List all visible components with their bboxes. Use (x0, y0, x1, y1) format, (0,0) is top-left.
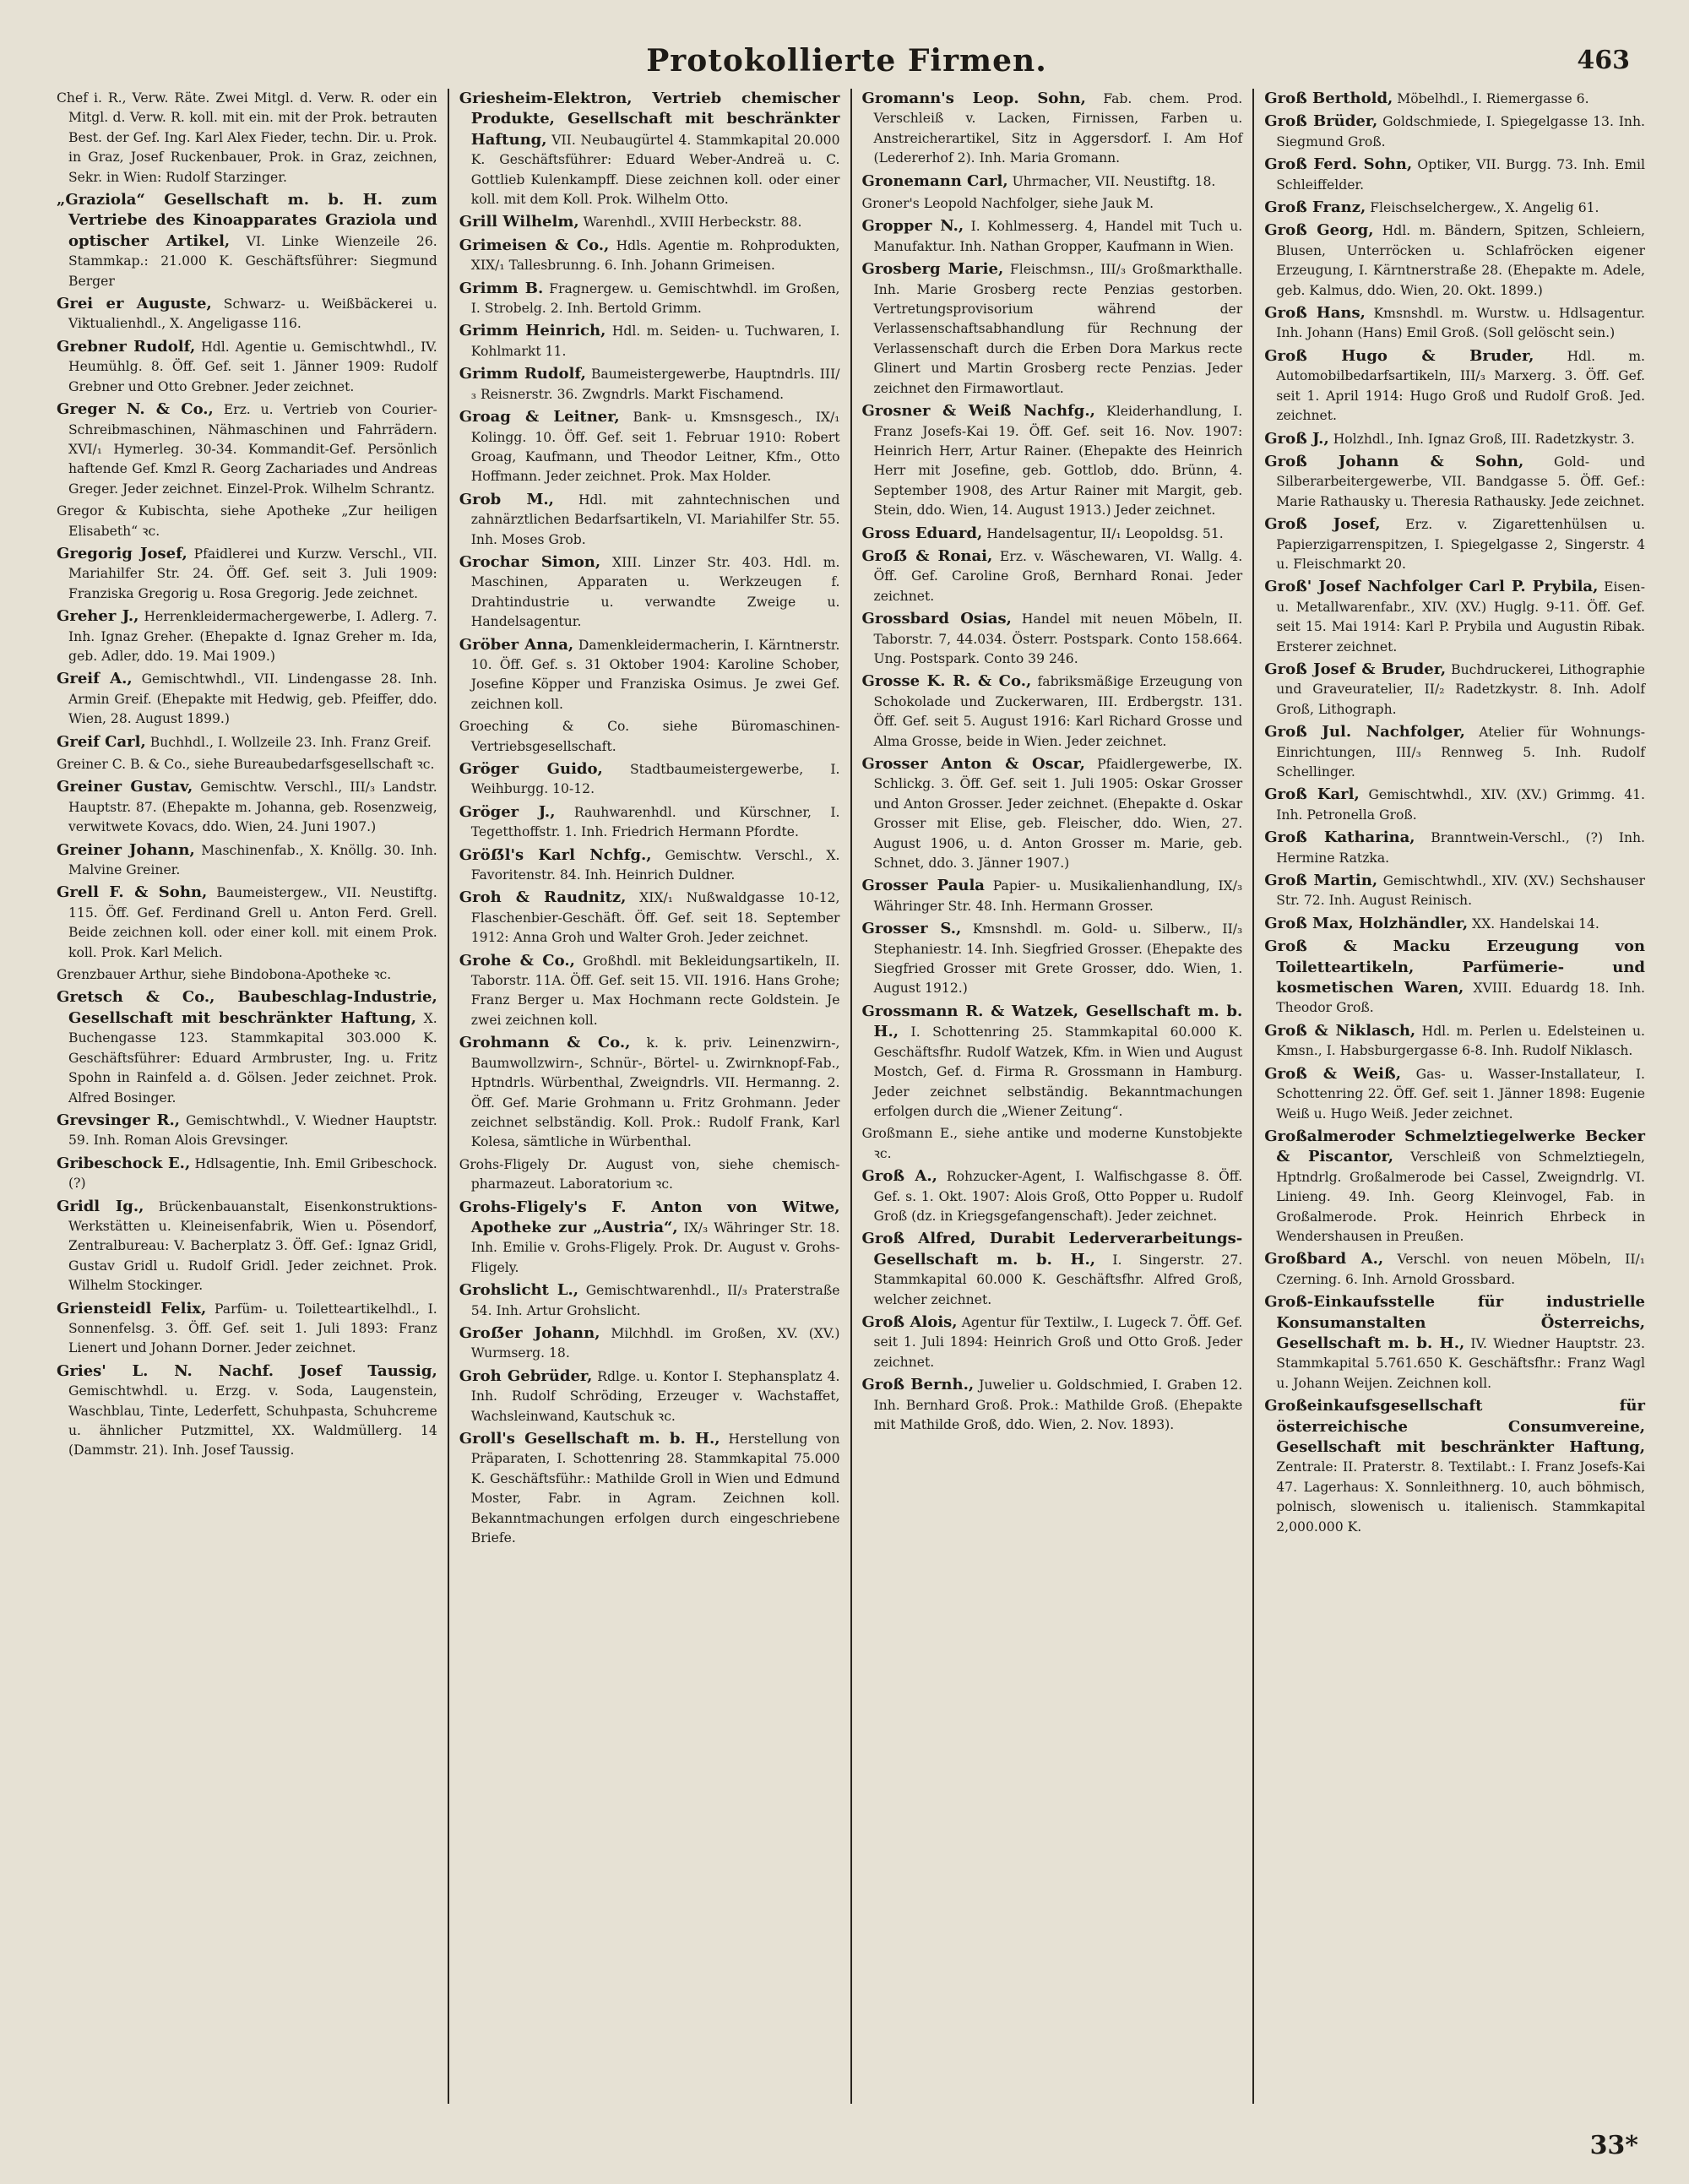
firm-name: Grosberg Marie, (861, 260, 1004, 279)
firm-details: Juwelier u. Goldschmied, I. Graben 12. Inh. Bernhard Groß. Prok.: Mathilde Groß. (Ehepakte mit Mathilde Groß, ddo. Wien, 2. Nov. 1893). (873, 1377, 1243, 1432)
firm-name: Gröber Anna, (459, 635, 574, 654)
firm-entry (1264, 577, 1645, 657)
firm-name: Grosse K. R. & Co., (861, 672, 1032, 691)
firm-name: Grochar Simon, (459, 552, 601, 571)
firm-name: Grill Wilhelm, (459, 213, 579, 231)
firm-name: Grosser S., (861, 920, 962, 938)
firm-name: Gromann's Leop. Sohn, (861, 90, 1086, 107)
firm-details: I. Kohlmesserg. 4, Handel mit Tuch u. Manufaktur. Inh. Nathan Gropper, Kaufmann in Wien. (873, 219, 1243, 254)
firm-details: Damenkleidermacherin, I. Kärntnerstr. 10. Öff. Gef. s. 31 Oktober 1904: Karoline Schober, Josefine Köpper und Franziska Osimus. Je zwei Gef. zeichnen koll. (470, 637, 840, 712)
firm-name: Groß Alois, (861, 1312, 958, 1331)
firm-details: Hdl. m. Seiden- u. Tuchwaren, I. Kohlmarkt 11. (470, 323, 840, 359)
firm-entry (57, 606, 437, 666)
firm-name: Groll's Gesellschaft m. b. H., (459, 1430, 720, 1448)
firm-details: Baumeistergew., VII. Neustiftg. 115. Öff. Gef. Ferdinand Grell u. Anton Ferd. Grell. Beide zeichnen koll. oder einer koll. mit einem Prok. koll. Prok. Karl Melich. (68, 885, 437, 960)
firm-details: X. Buchengasse 123. Stammkapital 303.000 K. Geschäftsführer: Eduard Armbruster, Ing. u. Fritz Spohn in Rainfeld a. d. Gölsen. Jeder zeichnet. Prok. Alfred Bosinger. (68, 1010, 437, 1106)
firm-details: Fleischselchergew., X. Angelig 61. (1370, 200, 1599, 216)
column-4 (1252, 89, 1655, 2104)
firm-entry (1264, 220, 1645, 301)
firm-entry (1264, 1127, 1645, 1247)
firm-entry (1264, 914, 1645, 934)
firm-entry (1264, 722, 1645, 782)
firm-name: Greif Carl, (57, 732, 146, 751)
firm-details: Branntwein-Verschl., (?) Inh. Hermine Ratzka. (1276, 830, 1645, 866)
firm-entry (862, 876, 1243, 916)
firm-entry (459, 1198, 840, 1279)
firm-entry (57, 544, 437, 604)
firm-entry (459, 236, 840, 276)
firm-name: Grei er Auguste, (57, 295, 212, 313)
firm-name: Grebner Rudolf, (57, 337, 196, 356)
firm-name: Groß Johann & Sohn, (1264, 452, 1524, 470)
firm-name: Groß-Einkaufsstelle für industrielle Konsumanstalten Österreichs, Gesellschaft m. b. H., (1264, 1293, 1645, 1352)
column-2 (448, 89, 850, 2104)
firm-details: Maschinenfab., X. Knöllg. 30. Inh. Malvine Greiner. (68, 842, 437, 878)
firm-details: Verschl. von neuen Möbeln, II/₁ Czerning. 6. Inh. Arnold Grossbard. (1276, 1252, 1645, 1287)
firm-name: Greiner Johann, (57, 840, 195, 859)
firm-entry (1264, 937, 1645, 1019)
firm-details: Papier- u. Musikalienhandlung, IX/₃ Währinger Str. 48. Inh. Hermann Grosser. (873, 878, 1243, 914)
firm-details: Fleischmsn., III/₃ Großmarkthalle. Inh. Marie Grosberg recte Penzias gestorben. Vertretungsprovisorium während der Verlassenschaftsabhandlung für Rechnung der Verlassenschaft durch die Erben Dora Markus recte Glinert und Martin Grosberg recte Penzias. Jeder zeichnet den Firmawortlaut. (873, 262, 1243, 396)
firm-entry (1264, 89, 1645, 109)
firm-details: Gemischtwhdl., V. Wiedner Hauptstr. 59. Inh. Roman Alois Grevsinger. (68, 1112, 437, 1149)
firm-entry (1264, 452, 1645, 512)
firm-name: Grimm B. (459, 279, 544, 297)
firm-details: I. Schottenring 25. Stammkapital 60.000 K. Geschäftsfhr. Rudolf Watzek, Kfm. in Wien und August Mostch, Gef. d. Firma R. Grossmann in Hamburg. Jeder zeichnet selbständig. Bekanntmachungen erfolgen durch die „Wiener Zeitung“. (873, 1024, 1243, 1119)
firm-name: Groß Hugo & Bruder, (1264, 346, 1534, 365)
firm-name: Grimeisen & Co., (459, 236, 610, 254)
firm-entry (862, 1124, 1243, 1164)
firm-name: Groẞer Johann, (459, 1323, 600, 1342)
firm-details: Hdls. Agentie m. Rohprodukten, XIX/₁ Tallesbrunng. 6. Inh. Johann Grimeisen. (470, 237, 840, 274)
firm-name: Groẞ & Ronai, (861, 546, 993, 565)
firm-details: Agentur für Textilw., I. Lugeck 7. Öff. Gef. seit 1. Juli 1894: Heinrich Groß und Otto Groß. Jeder zeichnet. (873, 1314, 1243, 1370)
firm-details: Handel mit neuen Möbeln, II. Taborstr. 7, 44.034. Österr. Postspark. Conto 158.664. Ung. Postspark. Conto 39 246. (873, 611, 1243, 666)
firm-entry (57, 1154, 437, 1194)
firm-details: Gemischtwhdl., VII. Lindengasse 28. Inh. Armin Greif. (Ehepakte mit Hedwig, geb. Pfeiffer, ddo. Wien, 28. August 1899.) (68, 671, 437, 727)
firm-details: Zentrale: II. Praterstr. 8. Textilabt.: I. Franz Josefs-Kai 47. Lagerhaus: X. Sonnleithnerg. 10, auch böhmisch, polnisch, slowenisch u. italienisch. Stammkapital 2,000.000 K. (1276, 1459, 1645, 1535)
firm-name: Grossmann R. & Watzek, Gesellschaft m. b. H., (861, 1002, 1243, 1041)
firm-details: Herrenkleidermachergewerbe, I. Adlerg. 7. Inh. Ignaz Greher. (Ehepakte d. Ignaz Greher m. Ida, geb. Adler, ddo. 19. Mai 1909.) (68, 609, 437, 664)
firm-entry (459, 407, 840, 487)
firm-entry (862, 671, 1243, 752)
firm-name: Gröẞl's Karl Nchfg., (459, 845, 652, 864)
firm-name: Grohe & Co., (459, 951, 575, 970)
firm-name: Grevsinger R., (57, 1111, 181, 1129)
firm-name: Greher J., (57, 607, 139, 626)
firm-entry (459, 279, 840, 319)
firm-details: Gemischtwhdl., XIV. (XV.) Grimmg. 41. Inh. Petronella Groß. (1276, 787, 1645, 823)
firm-details: Gregor & Kubischta, siehe Apotheke „Zur heiligen Elisabeth“ ꝛc. (57, 503, 437, 539)
firm-details: Gold- und Silberarbeitergewerbe, VII. Bandgasse 5. Öff. Gef.: Marie Rathausky u. Theresia Rathausky. Jede zeichnet. (1276, 454, 1645, 509)
firm-details: Hdlsagentie, Inh. Emil Gribeschock. (?) (68, 1155, 437, 1192)
firm-details: Groner's Leopold Nachfolger, siehe Jauk M. (861, 196, 1154, 212)
firm-entry (862, 401, 1243, 520)
firm-entry (862, 259, 1243, 399)
firm-entry (57, 190, 437, 291)
firm-name: Gribeschock E., (57, 1154, 191, 1172)
firm-name: Groß & Weiß, (1264, 1064, 1401, 1083)
firm-details: I. Singerstr. 27. Stammkapital 60.000 K. Geschäftsfhr. Alfred Groß, welcher zeichnet. (873, 1252, 1243, 1307)
firm-entry (862, 1312, 1243, 1372)
firm-details: Grohs-Fligely Dr. August von, siehe chemisch-pharmazeut. Laboratorium ꝛc. (459, 1156, 840, 1193)
firm-entry (57, 840, 437, 881)
firm-name: Groh & Raudnitz, (459, 888, 627, 907)
firm-details: Parfüm- u. Toiletteartikelhdl., I. Sonnenfelsg. 3. Öff. Gef. seit 1. Juli 1893: Franz Lienert und Johann Dorner. Jeder zeichnet. (68, 1301, 437, 1356)
firm-entry (57, 502, 437, 541)
firm-name: Groß Franz, (1264, 198, 1366, 217)
firm-name: Grosser Paula (861, 877, 985, 895)
firm-details: XIX/₁ Nußwaldgasse 10-12, Flaschenbier-Geschäft. Öff. Gef. seit 18. September 1912: Anna Groh und Walter Groh. Jeder zeichnet. (470, 890, 840, 946)
firm-name: Groß Berthold, (1264, 90, 1393, 107)
firm-details: Buchhdl., I. Wollzeile 23. Inh. Franz Greif. (149, 734, 432, 750)
firm-entry (862, 1229, 1243, 1310)
firm-name: Groß' Josef Nachfolger Carl P. Prybila, (1264, 578, 1599, 596)
firm-entry (862, 609, 1243, 669)
firm-entry (57, 1299, 437, 1359)
firm-entry (459, 212, 840, 232)
signature-mark: 33* (1589, 2131, 1638, 2160)
firm-details: Uhrmacher, VII. Neustiftg. 18. (1012, 173, 1216, 189)
firm-name: Grob M., (459, 490, 554, 508)
firm-details: Kmsnshdl. m. Gold- u. Silberw., II/₃ Stephaniestr. 14. Inh. Siegfried Grosser. (Ehepakte des Siegfried Grosser mit Grete Grosser, ddo. Wien, 1. August 1912.) (873, 921, 1243, 997)
firm-name: Grohs-Fligely's F. Anton von Witwe, Apotheke zur „Austria“, (459, 1198, 840, 1236)
firm-name: Griensteidl Felix, (57, 1299, 207, 1317)
firm-details: Schwarz- u. Weißbäckerei u. Viktualienhdl., X. Angeligasse 116. (68, 296, 437, 332)
firm-entry (1264, 111, 1645, 152)
firm-entry (459, 321, 840, 361)
firm-name: Greger N. & Co., (57, 400, 214, 419)
firm-entry (57, 965, 437, 985)
firm-name: Grohslicht L., (459, 1281, 579, 1300)
firm-entry (459, 1033, 840, 1152)
firm-entry (57, 1111, 437, 1151)
firm-entry (57, 987, 437, 1107)
firm-entry (1264, 1021, 1645, 1062)
firm-name: Groß Josef & Bruder, (1264, 660, 1447, 678)
firm-entry (459, 635, 840, 715)
firm-name: Groß Katharina, (1264, 829, 1415, 847)
firm-details: Verschleiß von Schmelztiegeln, Hptndrlg. Großalmerode bei Cassel, Zweigndrlg. VI. Linieng. 49. Inh. Georg Kleinvogel, Fab. in Großalmerode. Prok. Heinrich Ehrbeck in Wendershausen in Preußen. (1276, 1149, 1645, 1244)
firm-details: Gemischtw. Verschl., III/₃ Landstr. Hauptstr. 87. (Ehepakte m. Johanna, geb. Rosenzweig, verwitwete Kovacs, ddo. Wien, 24. Juni 1907.) (68, 780, 437, 835)
firm-details: IV. Wiedner Hauptstr. 23. Stammkapital 5.761.650 K. Geschäftsfhr.: Franz Wagl u. Johann Weijen. Zeichnen koll. (1276, 1335, 1645, 1391)
firm-name: Groß Martin, (1264, 872, 1378, 890)
firm-entry (459, 759, 840, 800)
firm-name: Groag & Leitner, (459, 408, 620, 426)
firm-entry (862, 89, 1243, 169)
firm-details: Greiner C. B. & Co., siehe Bureaubedarfsgesellschaft ꝛc. (57, 757, 435, 772)
column-3 (850, 89, 1253, 2104)
firm-name: Groh Gebrüder, (459, 1366, 593, 1385)
firm-entry (459, 490, 840, 550)
firm-entry (57, 337, 437, 397)
firm-name: Groß J., (1264, 429, 1329, 448)
firm-details: Groeching & Co. siehe Büromaschinen-Vertriebsgesellschaft. (459, 719, 840, 754)
firm-details: Buchdruckerei, Lithographie und Graveuratelier, II/₂ Radetzkystr. 8. Inh. Adolf Groß, Lithograph. (1276, 661, 1645, 717)
firm-entry (459, 1280, 840, 1321)
firm-entry (1264, 871, 1645, 911)
firm-details: Rauhwarenhdl. und Kürschner, I. Tegetthoffstr. 1. Inh. Friedrich Hermann Pfordte. (470, 804, 840, 840)
firm-entry (459, 89, 840, 209)
firm-entry (1264, 346, 1645, 426)
firm-entry (459, 364, 840, 405)
firm-details: Erz. u. Vertrieb von Courier-Schreibmaschinen, Nähmaschinen und Fahrrädern. XVI/₁ Hymerleg. 30-34. Kommandit-Gef. Persönlich haftende Gef. Kmzl R. Georg Zachariades und Andreas Greger. Jeder zeichnet. Einzel-Prok. Wilhelm Schrantz. (68, 402, 437, 497)
firm-name: Groß & Macku Erzeugung von Toiletteartikeln, Parfümerie- und kosmetischen Waren, (1264, 937, 1645, 997)
firm-name: Grimm Heinrich, (459, 322, 606, 340)
firm-entry (459, 1323, 840, 1364)
firm-name: Gronemann Carl, (861, 171, 1008, 190)
firm-entry (459, 1155, 840, 1195)
firm-name: Grosner & Weiß Nachfg., (861, 402, 1095, 421)
firm-details: Gemischtwarenhdl., II/₃ Praterstraße 54. Inh. Artur Grohslicht. (470, 1283, 840, 1318)
firm-entry (862, 546, 1243, 606)
firm-name: Gross Eduard, (861, 524, 983, 542)
firm-details: Gemischtwhdl., XIV. (XV.) Sechshauser Str. 72. Inh. August Reinisch. (1276, 873, 1645, 909)
firm-entry (57, 1361, 437, 1461)
firm-entry (57, 755, 437, 774)
firm-details: Warenhdl., XVIII Herbeckstr. 88. (583, 215, 802, 231)
firm-details: Kmsnshdl. m. Wurstw. u. Hdlsagentur. Inh. Johann (Hans) Emil Groß. (Soll gelöscht sein.) (1276, 306, 1645, 341)
firm-name: Grell F. & Sohn, (57, 883, 208, 902)
firm-entry (459, 951, 840, 1031)
firm-details: Hdl. mit zahntechnischen und zahnärztlichen Bedarfsartikeln, VI. Mariahilfer Str. 55. Inh. Moses Grob. (470, 492, 840, 547)
firm-details: XX. Handelskai 14. (1472, 915, 1599, 932)
firm-name: Groß Karl, (1264, 785, 1360, 804)
firm-entry (57, 777, 437, 837)
firm-details: Chef i. R., Verw. Räte. Zwei Mitgl. d. Verw. R. oder ein Mitgl. d. Verw. R. koll. mit ein. mit der Prok. betrauten Best. der Gef. Ing. Karl Alex Fieder, techn. Dir. u. Prok. in Graz, Josef Ruckenbauer, Prok. in Graz, zeichnen, Sekr. in Wien: Rudolf Starzinger. (57, 90, 437, 185)
page-number: 463 (1577, 46, 1630, 75)
firm-details: Pfaidlergewerbe, IX. Schlickg. 3. Öff. Gef. seit 1. Juli 1905: Oskar Grosser und Anton Grosser. Jeder zeichnet. (Ehepakte d. Oskar Grosser mit Elise, geb. Fleischer, ddo. Wien, 27. August 1906, u. d. Anton Grosser m. Marie, geb. Schnet, ddo. 3. Jänner 1907.) (873, 757, 1243, 872)
firm-details: Handelsagentur, II/₁ Leopoldsg. 51. (986, 525, 1224, 541)
firm-entry (1264, 1064, 1645, 1124)
firm-details: VII. Neubaugürtel 4. Stammkapital 20.000 K. Geschäftsführer: Eduard Weber-Andreä u. C. Gottlieb Kulenkampff. Diese zeichnen koll. oder einer koll. mit dem Koll. Prok. Wilhelm Otto. (470, 132, 840, 208)
firm-details: Atelier für Wohnungs-Einrichtungen, III/₃ Rennweg 5. Inh. Rudolf Schellinger. (1276, 725, 1645, 780)
firm-name: Gregorig Josef, (57, 544, 187, 562)
firm-name: Großeinkaufsgesellschaft für österreichische Consumvereine, Gesellschaft mit beschränkter Haftung, (1264, 1397, 1645, 1456)
columns (46, 89, 1655, 2104)
firm-details: Erz. v. Zigarettenhülsen u. Papierzigarrenspitzen, I. Spiegelgasse 2, Singerstr. 4 u. Fleischmarkt 20. (1276, 517, 1645, 572)
firm-entry (1264, 785, 1645, 825)
firm-name: Gropper N., (861, 217, 964, 236)
firm-details: Eisen- u. Metallwarenfabr., XIV. (XV.) Huglg. 9-11. Öff. Gef. seit 15. Mai 1914: Karl P. Prybila und Augustin Ribak. Ersterer zeichnet. (1276, 579, 1645, 655)
firm-name: Groß Bernh., (861, 1376, 975, 1394)
firm-entry (1264, 429, 1645, 449)
firm-entry (862, 1375, 1243, 1435)
firm-entry (1264, 514, 1645, 574)
firm-name: Groß Hans, (1264, 304, 1366, 323)
firm-details: Kleiderhandlung, I. Franz Josefs-Kai 19. Öff. Gef. seit 16. Nov. 1907: Heinrich Herr, Artur Rainer. (Ehepakte des Heinrich Herr mit Josefine, geb. Gottlob, ddo. Brünn, 4. September 1908, des Artur Rainer mit Margit, geb. Stein, ddo. Wien, 14. August 1913.) Jeder zeichnet. (873, 404, 1243, 519)
firm-entry (57, 399, 437, 499)
firm-details: Fab. chem. Prod. Verschleiß v. Lacken, Firnissen, Farben u. Anstreicherartikel, Sitz in Aggersdorf. I. Am Hof (Ledererhof 2). Inh. Maria Gromann. (873, 91, 1243, 166)
firm-name: Griesheim-Elektron, Vertrieb chemischer Produkte, Gesellschaft mit beschränkter Haftung, (459, 90, 840, 149)
firm-details: Bank- u. Kmsnsgesch., IX/₁ Kolingg. 10. Öff. Gef. seit 1. Februar 1910: Robert Groag, Kaufmann, und Theodor Leitner, Kfm., Otto Hoffmann. Jeder zeichnet. Prok. Max Holder. (470, 410, 840, 485)
firm-name: Gries' L. N. Nachf. Josef Taussig, (57, 1361, 437, 1380)
firm-entry (459, 1429, 840, 1548)
page-title: Protokollierte Firmen. (646, 43, 1047, 79)
firm-details: Stadtbaumeistergewerbe, I. Weihburgg. 10-12. (470, 762, 840, 797)
firm-entry (459, 802, 840, 843)
firm-details: Möbelhdl., I. Riemergasse 6. (1397, 91, 1589, 106)
firm-details: Rohzucker-Agent, I. Walfischgasse 8. Öff. Gef. s. 1. Okt. 1907: Alois Groß, Otto Popper u. Rudolf Groß (dz. in Kriegsgefangenschaft). Jeder zeichnet. (873, 1169, 1243, 1224)
firm-entry (459, 845, 840, 886)
firm-details: Hdl. m. Perlen u. Edelsteinen u. Kmsn., I. Habsburgergasse 6-8. Inh. Rudolf Niklasch. (1276, 1023, 1645, 1059)
firm-entry (862, 1002, 1243, 1122)
firm-name: Grimm Rudolf, (459, 365, 586, 383)
firm-details: Erz. v. Wäschewaren, VI. Wallg. 4. Öff. Gef. Caroline Groß, Bernhard Ronai. Jeder zeichnet. (873, 548, 1243, 604)
firm-entry (459, 1366, 840, 1426)
firm-name: Gröger Guido, (459, 760, 603, 778)
firm-details: k. k. priv. Leinenzwirn-, Baumwollzwirn-, Schnür-, Börtel- u. Zwirnknopf-Fab., Hptndrls. Würbenthal, Zweigndrls. VII. Hermanng. 2. Öff. Gef. Marie Grohmann u. Fritz Grohmann. Jeder zeichnet selbständig. Koll. Prok.: Rudolf Frank, Karl Kolesa, sämtliche in Würbenthal. (470, 1035, 840, 1150)
firm-name: Groß A., (861, 1167, 937, 1186)
firm-name: Gretsch & Co., Baubeschlag-Industrie, Gesellschaft mit beschränkter Haftung, (57, 988, 437, 1027)
firm-entry (1264, 155, 1645, 195)
firm-details: Baumeistergewerbe, Hauptndrls. III/₃ Reisnerstr. 36. Zwgndrls. Markt Fischamend. (470, 367, 840, 402)
firm-details: Hdl. m. Bändern, Spitzen, Schleiern, Blusen, Unterröcken u. Schlafröcken eigener Erzeugung, I. Kärntnerstraße 28. (Ehepakte m. Adele, geb. Kalmus, ddo. Wien, 20. Okt. 1899.) (1276, 223, 1645, 298)
firm-details: fabriksmäßige Erzeugung von Schokolade und Zuckerwaren, III. Erdbergstr. 131. Öff. Gef. seit 5. August 1916: Karl Richard Grosse und Alma Grosse, beide in Wien. Jeder zeichnet. (873, 674, 1243, 749)
firm-details: Grenzbauer Arthur, siehe Bindobona-Apotheke ꝛc. (57, 967, 392, 983)
firm-details: Holzhdl., Inh. Ignaz Groß, III. Radetzkystr. 3. (1333, 431, 1635, 447)
column-1 (46, 89, 448, 2104)
firm-entry (57, 669, 437, 729)
firm-entry (862, 1166, 1243, 1226)
firm-details: VI. Linke Wienzeile 26. Stammkap.: 21.000 K. Geschäftsführer: Siegmund Berger (68, 233, 437, 289)
firm-entry (862, 919, 1243, 999)
firm-details: Optiker, VII. Burgg. 73. Inh. Emil Schleiffelder. (1276, 157, 1645, 193)
firm-entry (459, 717, 840, 757)
firm-name: „Graziola“ Gesellschaft m. b. H. zum Vertriebe des Kinoapparates Graziola und optischer Artikel, (57, 191, 437, 250)
firm-name: Gröger J., (459, 802, 556, 821)
firm-name: Groß Josef, (1264, 515, 1381, 534)
firm-entry (862, 524, 1243, 544)
firm-name: Grohmann & Co., (459, 1034, 631, 1052)
firm-name: Groß Alfred, Durabit Lederverarbeitungs-Gesellschaft m. b. H., (861, 1230, 1243, 1269)
firm-entry (459, 552, 840, 633)
firm-name: Gridl Ig., (57, 1197, 144, 1215)
firm-details: IX/₃ Währinger Str. 18. Inh. Emilie v. Grohs-Fligely. Prok. Dr. August v. Grohs-Fligely. (470, 1220, 840, 1275)
firm-name: Grosser Anton & Oscar, (861, 755, 1085, 773)
firm-details: Fragnergew. u. Gemischtwhdl. im Großen, I. Strobelg. 2. Inh. Bertold Grimm. (470, 280, 840, 317)
firm-details: Rdlge. u. Kontor I. Stephansplatz 4. Inh. Rudolf Schröding, Erzeuger v. Wachstaffet, Wachsleinwand, Kautschuk ꝛc. (470, 1368, 840, 1424)
firm-details: Gas- u. Wasser-Installateur, I. Schottenring 22. Öff. Gef. seit 1. Jänner 1898: Eugenie Weiß u. Hugo Weiß. Jeder zeichnet. (1276, 1066, 1645, 1122)
firm-entry (1264, 1292, 1645, 1394)
firm-details: XIII. Linzer Str. 403. Hdl. m. Maschinen, Apparaten u. Werkzeugen f. Drahtindustrie u. verwandte Zweige u. Handelsagentur. (470, 554, 840, 630)
firm-details: Großmann E., siehe antike und moderne Kunstobjekte ꝛc. (861, 1126, 1243, 1161)
firm-entry (862, 194, 1243, 214)
firm-details: Brückenbauanstalt, Eisenkonstruktions-Werkstätten u. Kleineisenfabrik, Wien u. Pösendorf, Zentralbureau: V. Bacherplatz 3. Öff. Gef.: Ignaz Gridl, Gustav Gridl u. Rudolf Gridl. Jeder zeichnet. Prok. Wilhelm Stockinger. (68, 1198, 437, 1294)
firm-entry (459, 888, 840, 948)
firm-details: Hdl. m. Automobilbedarfsartikeln, III/₃ Marxerg. 3. Öff. Gef. seit 1. April 1914: Hugo Groß und Rudolf Groß. Jed. zeichnet. (1276, 348, 1645, 424)
firm-entry (57, 732, 437, 752)
firm-name: Greif A., (57, 670, 133, 688)
firm-entry (57, 294, 437, 334)
firm-name: Groß Max, Holzhändler, (1264, 914, 1469, 932)
page-header (38, 34, 1655, 93)
firm-entry (57, 89, 437, 187)
firm-details: Herstellung von Präparaten, I. Schottenring 28. Stammkapital 75.000 K. Geschäftsführ.: Mathilde Groll in Wien und Edmund Moster, Fabr. in Agram. Zeichnen koll. Bekanntmachungen erfolgen durch eingeschriebene Briefe. (470, 1432, 840, 1546)
firm-details: Milchhdl. im Großen, XV. (XV.) Wurmserg. 18. (470, 1325, 840, 1361)
firm-details: Gemischtw. Verschl., X. Favoritenstr. 84. Inh. Heinrich Duldner. (470, 847, 840, 883)
firm-details: Großhdl. mit Bekleidungsartikeln, II. Taborstr. 11A. Öff. Gef. seit 15. VII. 1916. Hans Grohe; Franz Berger u. Max Hochmann recte Goldstein. Je zwei zeichnen koll. (470, 953, 840, 1028)
firm-entry (1264, 1249, 1645, 1290)
firm-details: Pfaidlerei und Kurzw. Verschl., VII. Mariahilfer Str. 24. Öff. Gef. seit 3. Juli 1909: Franziska Gregorig u. Rosa Gregorig. Jede zeichnet. (68, 546, 437, 601)
firm-name: Großbard A., (1264, 1250, 1384, 1269)
firm-details: Gemischtwhdl. u. Erzg. v. Soda, Laugenstein, Waschblau, Tinte, Lederfett, Schuhpasta, Schuhcreme u. ähnlicher Putzmittel, XX. Waldmüllerg. 14 (Dammstr. 21). Inh. Josef Taussig. (68, 1383, 437, 1459)
firm-entry (1264, 1396, 1645, 1537)
firm-entry (862, 216, 1243, 257)
firm-name: Grossbard Osias, (861, 610, 1012, 628)
firm-details: XVIII. Eduardg 18. Inh. Theodor Groß. (1276, 981, 1645, 1016)
firm-entry (1264, 198, 1645, 218)
firm-entry (1264, 660, 1645, 720)
firm-details: Hdl. Agentie u. Gemischtwhdl., IV. Heumühlg. 8. Öff. Gef. seit 1. Jänner 1909: Rudolf Grebner und Otto Grebner. Jeder zeichnet. (68, 339, 437, 394)
firm-name: Groß Jul. Nachfolger, (1264, 723, 1465, 742)
firm-name: Groß Brüder, (1264, 112, 1378, 131)
firm-entry (862, 171, 1243, 192)
firm-entry (57, 1197, 437, 1296)
firm-entry (57, 883, 437, 963)
firm-entry (862, 754, 1243, 873)
firm-name: Groß Ferd. Sohn, (1264, 155, 1413, 174)
firm-name: Groß Georg, (1264, 221, 1374, 240)
firm-entry (1264, 303, 1645, 344)
firm-entry (1264, 828, 1645, 868)
firm-name: Greiner Gustav, (57, 778, 193, 796)
firm-name: Großalmeroder Schmelztiegelwerke Becker & Piscantor, (1264, 1127, 1645, 1166)
firm-name: Groß & Niklasch, (1264, 1021, 1416, 1040)
firm-details: Goldschmiede, I. Spiegelgasse 13. Inh. Siegmund Groß. (1276, 114, 1645, 149)
